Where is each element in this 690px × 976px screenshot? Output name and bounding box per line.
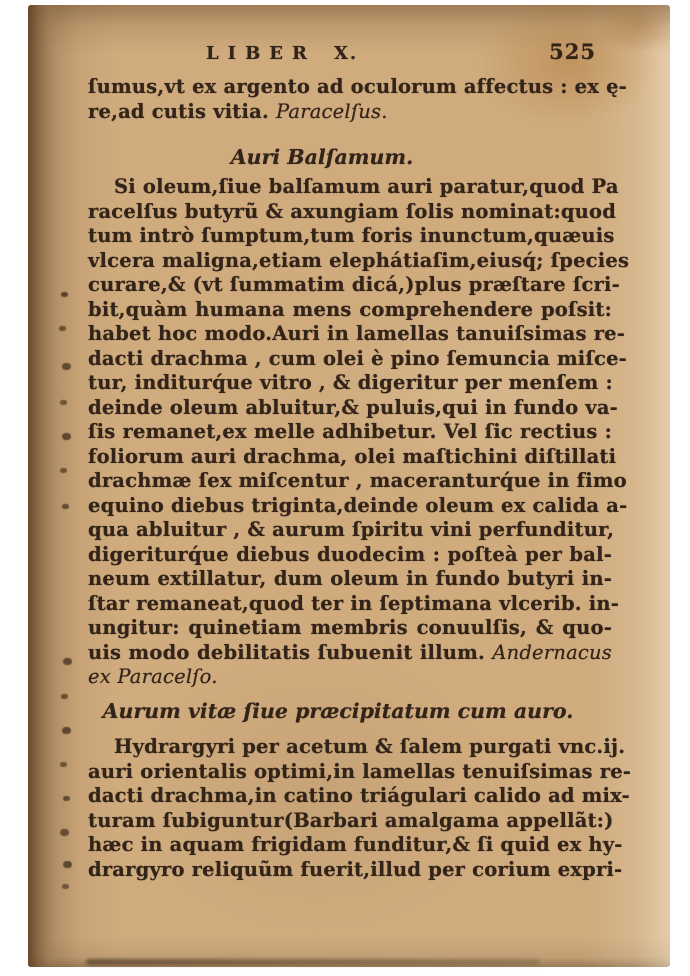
running-title <box>206 43 358 64</box>
text-line: equino diebus triginta,deinde oleum ex calida a- <box>88 493 628 517</box>
text-line: foliorum auri drachma, olei maſtichini diſtillati <box>88 444 617 468</box>
text-line: re,ad cutis vitia. Paracelſus. <box>88 99 388 123</box>
text-line: Hydrargyri per acetum & ſalem purgati vnc.ij. <box>114 735 626 758</box>
text-line: dacti drachma,in catino triágulari calido ad mix- <box>88 784 630 807</box>
text-line: ſis remanet,ex melle adhibetur. Vel ſic rectius : <box>88 420 612 443</box>
gutter-shadow <box>28 5 58 967</box>
text-line: auri orientalis optimi,in lamellas tenuiſsimas re- <box>88 759 632 783</box>
section-heading-auri-balsamum: Auri Balſamum. <box>230 145 414 169</box>
text-line: vlcera maligna,etiam elephátiaſim,eiusq́; ſpecies <box>88 248 630 272</box>
text-line: hæc in aquam frigidam funditur,& ſi quid ex hy- <box>88 833 623 856</box>
paragraph-continuation <box>88 75 627 124</box>
text-line: tum intrò ſumptum,tum foris inunctum,quæuis <box>88 224 615 247</box>
text-line: ex Paracelſo. <box>88 665 218 688</box>
gutter-bleedthrough-fragments <box>58 5 63 8</box>
running-title-word: LIBER <box>206 43 316 64</box>
text-line: bit,quàm humana mens comprehendere poſsit: <box>88 297 612 321</box>
text-line: Si oleum,ſiue balſamum auri paratur,quod Pa <box>114 175 619 198</box>
text-line: drachmæ ſex miſcentur , maceranturq́ue in fimo <box>88 469 627 492</box>
page-number: 525 <box>549 39 596 64</box>
text-line: digeriturq́ue diebus duodecim : poſteà per bal- <box>88 542 612 566</box>
paragraph-aurum-vitae <box>88 735 632 882</box>
text-line: habet hoc modo.Auri in lamellas tanuiſsimas re- <box>88 322 626 345</box>
text-line: curare,& (vt ſummatim dicá,)plus præſtare ſcri- <box>88 273 620 296</box>
page-header <box>88 39 612 64</box>
text-line: neum extillatur, dum oleum in fundo butyri in- <box>88 567 612 590</box>
text-line: ſumus,vt ex argento ad oculorum affectus : ex ę- <box>88 75 627 98</box>
section-heading-aurum-vitae: Aurum vitæ ſiue præcipitatum cum auro. <box>102 699 574 723</box>
text-line: uis modo debilitatis ſubuenit illum. Andernacus <box>88 640 612 664</box>
text-line: drargyro reliquũm fuerit,illud per corium expri- <box>88 857 623 881</box>
paragraph-auri-balsamum <box>88 175 630 690</box>
text-line: deinde oleum abluitur,& puluis,qui in fundo va- <box>88 395 618 419</box>
text-line: racelſus butyrũ & axungiam ſolis nominat:quod <box>88 199 617 223</box>
book-page <box>28 5 670 967</box>
text-line: qua abluitur , & aurum ſpiritu vini perfunditur, <box>88 518 615 541</box>
book-numeral: X. <box>333 43 359 64</box>
text-line: tur, inditurq́ue vitro , & digeritur per menſem : <box>88 371 613 394</box>
bottom-edge-shadow <box>86 959 540 965</box>
text-line: turam ſubiguntur(Barbari amalgama appellãt:) <box>88 808 614 832</box>
text-line: dacti drachma , cum olei è pino ſemuncia miſce- <box>88 346 627 370</box>
text-line: ungitur: quinetiam membris conuulſis, & quo- <box>88 616 612 639</box>
text-line: ſtar remaneat,quod ter in ſeptimana vlcerib. in- <box>88 591 620 615</box>
